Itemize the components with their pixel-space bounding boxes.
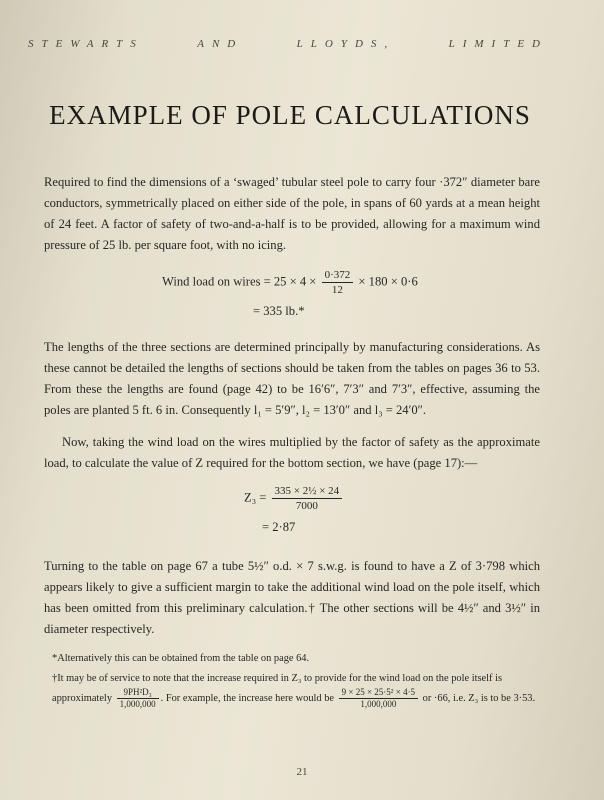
- header-word: AND: [197, 38, 244, 50]
- fraction-numerator: 335 × 2½ × 24: [272, 484, 343, 499]
- footnote-dagger: [52, 670, 542, 710]
- footnote-asterisk: *Alternatively this can be obtained from the table on page 64.: [52, 653, 310, 664]
- fraction-numerator: 9PH²D₃: [117, 687, 159, 699]
- paragraph-tube-selection: Turning to the table on page 67 a tube 5½″ o.d. × 7 s.w.g. is found to have a Z of 3·798 which appears likely to give a sufficient margin to take the additional wind load on the pole itself, which has been omitted from this preliminary calculation.† The other sections will be 4½″ and 3½″ in diameter respectively.: [44, 559, 540, 636]
- formula-fraction: [322, 268, 354, 297]
- formula-fraction: [339, 687, 418, 710]
- paragraph-section-lengths: The lengths of the three sections are determined principally by manufacturing considerations. As these cannot be detailed the lengths of sections should be taken from the tables on pages 36 to 53. From these the lengths are found (page 42) to be 16′6″, 7′3″ and 7′3″, effective, assuming the poles are planted 5 ft. 6 in. Consequently l₁ = 5′9″, l₂ = 13′0″ and l₃ = 24′0″.: [44, 340, 540, 417]
- formula-rhs: × 180 × 0·6: [358, 274, 418, 289]
- fraction-numerator: 9 × 25 × 25·5² × 4·5: [339, 687, 418, 699]
- running-header: [28, 38, 548, 50]
- header-word: LLOYDS,: [296, 38, 396, 50]
- fraction-denominator: 1,000,000: [360, 699, 397, 709]
- fraction-denominator: 12: [331, 284, 343, 296]
- page-title: EXAMPLE OF POLE CALCULATIONS: [49, 100, 531, 130]
- footnote-text: i.e. Z₃ is to be 3·53.: [452, 692, 536, 704]
- formula-lhs: Wind load on wires = 25 × 4 ×: [162, 274, 317, 289]
- footnote-text: †It may be of service to note that the increase required in Z₃ to provide for the wind load on the pole itself is approximately: [52, 673, 502, 704]
- footnote-text: . For example, the increase here would be: [160, 692, 335, 704]
- header-word: LIMITED: [448, 38, 548, 50]
- formula-lhs: Z₃ =: [244, 490, 267, 505]
- formula-z3: [244, 484, 344, 513]
- formula-wind-load-result: = 335 lb.*: [253, 304, 305, 318]
- formula-wind-load: [162, 268, 418, 297]
- formula-fraction: [272, 484, 343, 513]
- fraction-denominator: 7000: [295, 500, 318, 512]
- paragraph-approximate-load: Now, taking the wind load on the wires multiplied by the factor of safety as the approximate load, to calculate the value of Z required for the bottom section, we have (page 17):—: [44, 435, 540, 470]
- formula-z3-result: = 2·87: [262, 520, 296, 534]
- footnote-text: or ·66,: [422, 692, 451, 704]
- fraction-denominator: 1,000,000: [119, 699, 156, 709]
- header-word: STEWARTS: [28, 38, 144, 50]
- paragraph-problem-statement: Required to find the dimensions of a ‘swaged’ tubular steel pole to carry four ·372″ diameter bare conductors, symmetrically placed on either side of the pole, in spans of 60 yards at a mean height of 24 feet. A factor of safety of two-and-a-half is to be provided, allowing for a maximum wind pressure of 25 lb. per square foot, with no icing.: [44, 175, 540, 252]
- fraction-numerator: 0·372: [322, 268, 354, 283]
- page-number: 21: [296, 766, 308, 778]
- formula-fraction: [117, 687, 159, 710]
